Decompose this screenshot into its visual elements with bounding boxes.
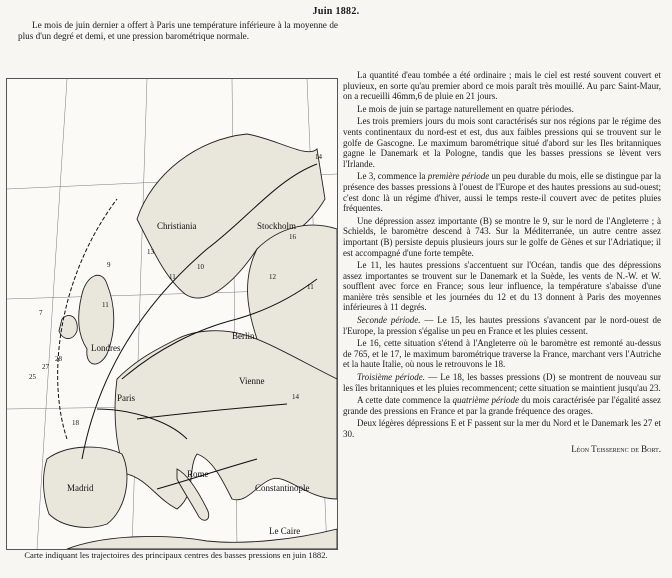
paragraph: Le 16, cette situation s'étend à l'Angleterre où le baromètre est remonté au-dessus de 765, et le 17, le maximum barométrique traverse la France, marchant vers l'Autriche et la haute Italie, où nous le retrouvons le 18. <box>343 338 661 370</box>
paragraph: Les trois premiers jours du mois sont caractérisés sur nos régions par le régime des vents continentaux du nord-est et est, dus aux faibles pressions qui se trouvent sur le golfe de Gascogne. Le maximum barométrique situé d'abord sur les Iles britanniques gagne le Danemark et la Pologne, tandis que les basses pressions se lèvent vers l'Irlande. <box>343 116 661 169</box>
paragraph <box>343 315 661 336</box>
period-title: Seconde période. <box>357 315 421 326</box>
track-number: 12 <box>269 273 276 281</box>
map-caption: Carte indiquant les trajectoires des principaux centres des basses pressions en juin 1882. <box>24 550 328 560</box>
map-label-paris: Paris <box>117 393 135 403</box>
map-label-rome: Rome <box>187 469 209 479</box>
track-number: 11 <box>102 301 109 309</box>
paragraph: Une dépression assez importante (B) se montre le 9, sur le nord de l'Angleterre ; à Schields, le baromètre descend à 743. Sur la Méditerranée, un autre centre assez important (B) persiste depuis plusieurs jours sur le golfe de Gènes et sur l'Adriatique; il est accompagné d'une forte tempête. <box>343 215 661 258</box>
trajectory-map <box>6 78 338 550</box>
period-title: quatrième période <box>452 395 519 406</box>
track-number: 25 <box>29 373 36 381</box>
map-label-christiania: Christiania <box>157 221 197 231</box>
track-number: 10 <box>197 263 204 271</box>
track-number: 9 <box>107 261 111 269</box>
map-label-stockholm: Stockholm <box>257 221 297 231</box>
map-label-londres: Londres <box>91 343 121 353</box>
paragraph-text: du mois caractérisée par l'égalité assez grande des pressions en France et par la grande fréquence des orages. <box>343 395 662 416</box>
map-label-le-caire: Le Caire <box>269 526 301 536</box>
track-number: 27 <box>42 363 49 371</box>
period-title: première période <box>427 171 490 182</box>
track-number: 14 <box>315 153 322 161</box>
track-number: 7 <box>39 309 43 317</box>
paragraph <box>343 372 661 393</box>
track-number: 28 <box>55 355 62 363</box>
map-label-vienne: Vienne <box>239 376 265 386</box>
page-title: Juin 1882. <box>312 6 360 17</box>
paragraph-text: — Le 18, les basses pressions (D) se montrent de nouveau sur les îles britanniques et les pluies recommencent; cette situation se maintient jusqu'au 23. <box>343 372 662 393</box>
period-title: Troisième période. <box>357 372 426 383</box>
track-number: 14 <box>292 393 299 401</box>
paragraph: Deux légères dépressions E et F passent sur la mer du Nord et le Danemark les 27 et 30. <box>343 418 661 439</box>
author-signature: Léon Teisserenc de Bort. <box>571 443 661 454</box>
map-label-berlin: Berlin <box>232 331 255 341</box>
article-column <box>343 70 661 456</box>
paragraph-text: — Le 15, les hautes pressions s'avancent par le nord-ouest de l'Europe, la pression s'égalise un peu en France et les pluies cessent. <box>343 315 661 336</box>
track-number: 13 <box>147 248 154 256</box>
intro-paragraph: Le mois de juin dernier a offert à Paris une température inférieure à la moyenne de plus d'un degré et demi, et une pression barométrique normale. <box>18 20 338 41</box>
track-number: 11 <box>307 283 314 291</box>
paragraph: Le 11, les hautes pressions s'accentuent sur l'Océan, tandis que des dépressions assez importantes se trouvent sur le Danemark et la Suède, les vents de N.-W. et W. soufflent avec force en France; sous leur influence, la température s'abaisse d'une manière très sensible et les journées du 12 et du 13 donnent à Paris des moyennes inférieures à 11 degrés. <box>343 260 661 313</box>
page-header <box>0 6 672 17</box>
track-number: 11 <box>169 273 176 281</box>
paragraph-text: Le 3, commence la <box>357 171 428 182</box>
paragraph <box>343 395 661 416</box>
paragraph-text: A cette date commence la <box>357 395 453 406</box>
map-label-madrid: Madrid <box>67 483 94 493</box>
map-label-constantinople: Constantinople <box>255 483 310 493</box>
map-drawing <box>7 79 337 549</box>
paragraph <box>343 171 661 213</box>
track-number: 18 <box>72 419 79 427</box>
track-number: 16 <box>289 233 296 241</box>
paragraph-text: un peu durable du mois, elle se distingue par la présence des basses pressions à l'ouest de l'Europe et des hautes pressions au sud-ouest; c'est donc là un régime d'hiver, aussi le temps reste-il couvert avec de petites pluies fréquentes. <box>343 171 662 214</box>
paragraph: Le mois de juin se partage naturellement en quatre périodes. <box>357 103 574 114</box>
paragraph: La quantité d'eau tombée a été ordinaire ; mais le ciel est resté souvent couvert et pluvieux, en sorte qu'au premier abord ce mois paraît très mouillé. Au parc Saint-Maur, on a recueilli 46mm,6 de pluie en 21 jours. <box>343 70 661 102</box>
